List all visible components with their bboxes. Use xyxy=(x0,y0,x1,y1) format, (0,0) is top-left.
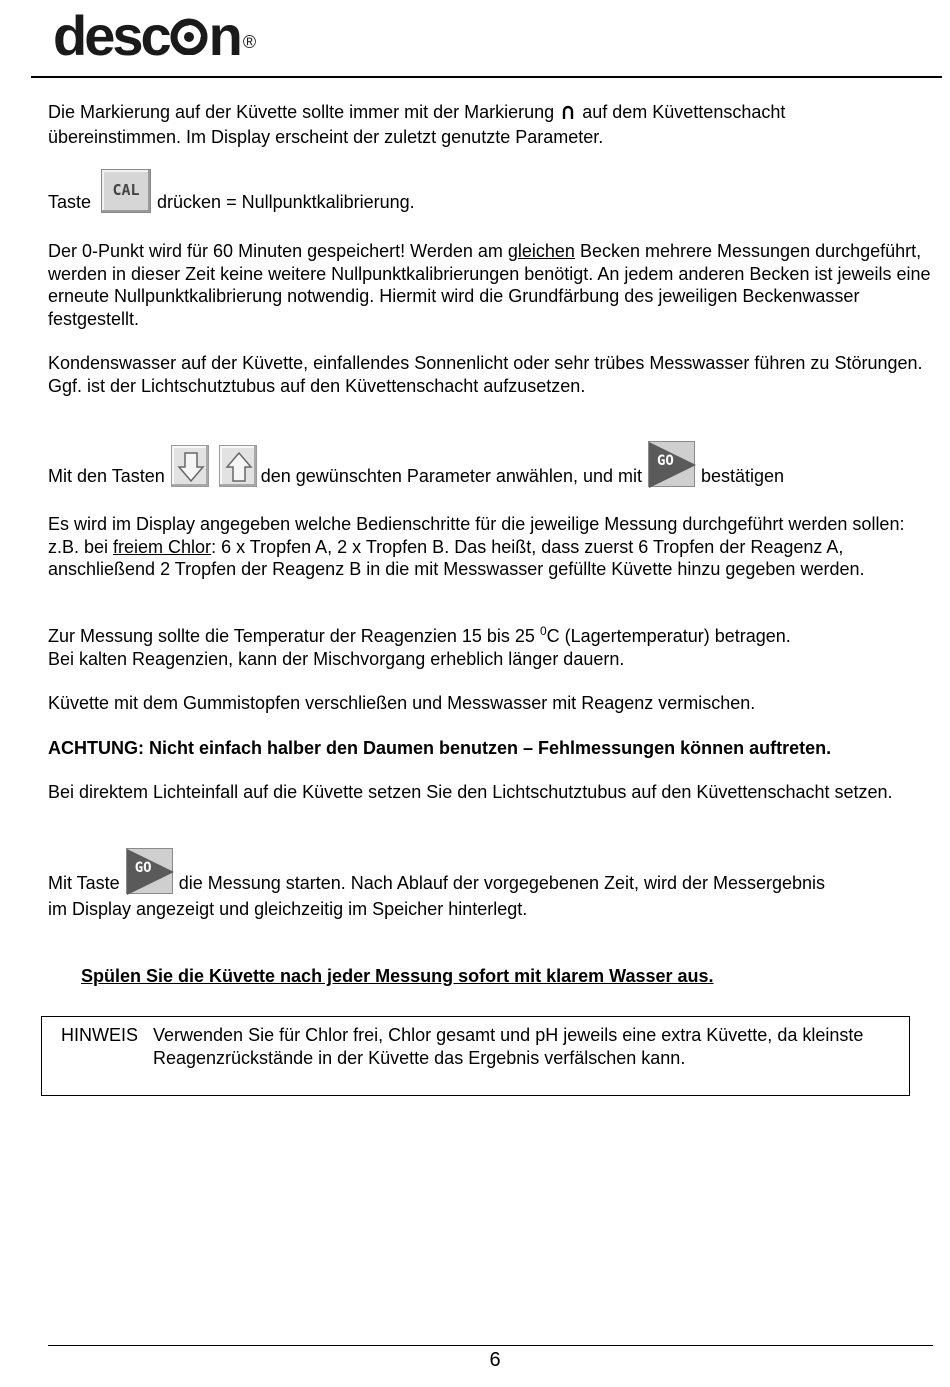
go-key-label: GO xyxy=(656,453,674,469)
paragraph-condensation: Kondenswasser auf der Küvette, einfallendes Sonnenlicht oder sehr trübes Messwasser führen zu Störungen. Ggf. ist der Lichtschutztubus auf den Küvettenschacht aufzusetzen. xyxy=(48,353,923,396)
p1-text-after: auf dem Küvettenschacht xyxy=(582,102,786,122)
hinweis-box xyxy=(41,1016,910,1096)
p6-text-before: Es wird im Display angegeben welche Bedienschritte für die jeweilige Messung durchgeführt werden sollen: z.B. bei xyxy=(48,514,905,557)
go-key-start-icon xyxy=(126,848,173,894)
p11-text-after: die Messung starten. Nach Ablauf der vorgegebenen Zeit, wird der Messergebnis xyxy=(178,872,826,893)
logo-o-swirl-icon xyxy=(169,4,209,68)
paragraph-temperature xyxy=(48,625,938,670)
footer-rule xyxy=(48,1345,933,1346)
p7-degree-sup: 0 xyxy=(539,624,547,638)
p5-text-after: bestätigen xyxy=(700,465,785,486)
p5-text-before: Mit den Tasten xyxy=(48,465,165,486)
p3-text-before: Der 0-Punkt wird für 60 Minuten gespeichert! Werden am xyxy=(48,241,508,261)
p1-text-before: Die Markierung auf der Küvette sollte immer mit der Markierung xyxy=(48,102,555,122)
p2-text-after: drücken = Nullpunktkalibrierung. xyxy=(157,191,415,212)
p7-text-before: Zur Messung sollte die Temperatur der Reagenzien 15 bis 25 xyxy=(48,626,540,646)
go-key-icon xyxy=(648,441,695,487)
p6-underlined: freiem Chlor xyxy=(113,536,212,557)
hinweis-label: HINWEIS xyxy=(61,1025,139,1045)
hinweis-text: Verwenden Sie für Chlor frei, Chlor gesamt und pH jeweils eine extra Küvette, da kleinste Reagenzrückstände in der Küvette das Ergebnis verfälschen kann. xyxy=(153,1025,864,1068)
cal-key-icon xyxy=(101,169,151,213)
paragraph-rinse-instruction: Spülen Sie die Küvette nach jeder Messung sofort mit klarem Wasser aus. xyxy=(81,966,714,986)
marking-symbol-icon xyxy=(561,103,575,126)
p3-text-after: Becken mehrere Messungen durchgeführt, werden in dieser Zeit keine weitere Nullpunktkalibrierungen benötigt. An jedem anderen Becken ist jeweils eine erneute Nullpunktkalibrierung notwendig. Hiermit wird die Grundfärbung des jeweiligen Beckenwasser festgestellt. xyxy=(48,241,931,329)
go-key-start-label: GO xyxy=(134,860,152,876)
logo-text-start: desc xyxy=(53,4,169,67)
p6-text-after: : 6 x Tropfen A, 2 x Tropfen B. Das heißt, dass zuerst 6 Tropfen der Reagenz A, anschließend 2 Tropfen der Reagenz B in die mit Messwasser gefüllte Küvette hinzu gegeben werden. xyxy=(48,536,865,579)
p7-text-after: C (Lagertemperatur) betragen. xyxy=(546,626,791,646)
arrow-up-key-icon xyxy=(219,445,257,487)
p7-text-line2: Bei kalten Reagenzien, kann der Mischvorgang erheblich länger dauern. xyxy=(48,648,625,669)
paragraph-zero-point xyxy=(48,240,938,330)
paragraph-select-parameter xyxy=(48,441,938,487)
registered-mark: ® xyxy=(242,32,257,52)
logo-text-end: n xyxy=(208,4,240,67)
paragraph-stopper: Küvette mit dem Gummistopfen verschließen und Messwasser mit Reagenz vermischen. xyxy=(48,693,756,713)
paragraph-warning: ACHTUNG: Nicht einfach halber den Daumen benutzen – Fehlmessungen können auftreten. xyxy=(48,738,832,758)
paragraph-marking xyxy=(48,101,938,148)
paragraph-start-measurement-line2: im Display angezeigt und gleichzeitig im Speicher hinterlegt. xyxy=(48,899,528,919)
p3-underlined: gleichen xyxy=(507,241,575,261)
arrow-down-key-icon xyxy=(171,445,209,487)
paragraph-start-measurement xyxy=(48,848,938,894)
p2-text-before: Taste xyxy=(48,191,92,212)
p1-text-line2: übereinstimmen. Im Display erscheint der zuletzt genutzte Parameter. xyxy=(48,126,604,147)
paragraph-display-steps xyxy=(48,513,938,581)
page-number: 6 xyxy=(489,1349,501,1371)
descon-logo xyxy=(53,4,257,68)
p11-text-before: Mit Taste xyxy=(48,872,120,893)
p5-text-middle: den gewünschten Parameter anwählen, und mit xyxy=(260,465,642,486)
paragraph-cal xyxy=(48,169,938,213)
cal-key-label: CAL xyxy=(112,181,140,199)
paragraph-light: Bei direktem Lichteinfall auf die Küvette setzen Sie den Lichtschutztubus auf den Küvettenschacht setzen. xyxy=(48,782,893,802)
header-rule xyxy=(31,76,942,78)
